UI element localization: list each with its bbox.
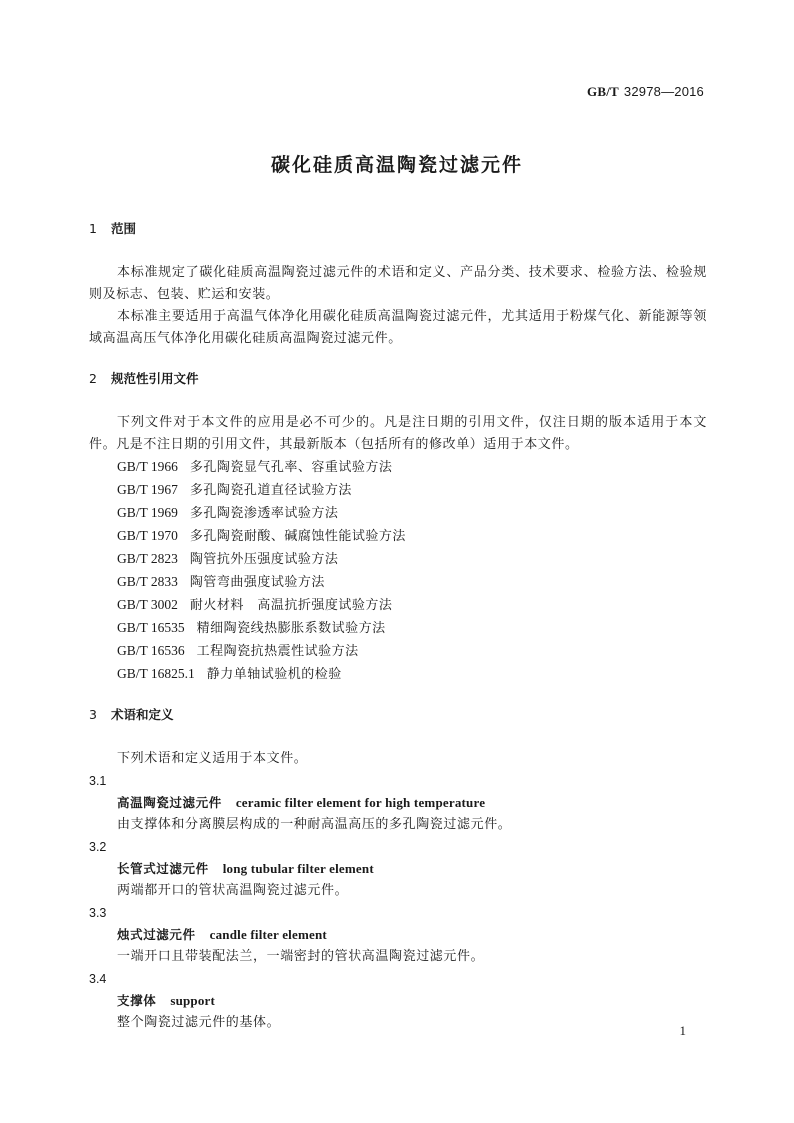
reference-list	[89, 456, 707, 686]
reference-title: 工程陶瓷抗热震性试验方法	[196, 644, 359, 659]
reference-item	[89, 548, 707, 571]
section-heading	[89, 218, 707, 240]
term-entry	[89, 968, 707, 1034]
reference-title: 静力单轴试验机的检验	[206, 667, 342, 682]
term-name	[89, 858, 707, 880]
reference-item	[89, 640, 707, 663]
section-title: 术语和定义	[111, 707, 174, 722]
term-name-en: long tubular filter element	[222, 861, 374, 876]
term-name-en: ceramic filter element for high temperature	[235, 795, 486, 810]
term-number: 3.1	[89, 774, 107, 788]
reference-title: 陶管抗外压强度试验方法	[189, 552, 339, 567]
reference-code: GB/T 16825.1	[117, 666, 195, 681]
reference-item	[89, 617, 707, 640]
reference-code: GB/T 1967	[117, 482, 178, 497]
term-name-zh: 高温陶瓷过滤元件	[117, 795, 222, 810]
term-name	[89, 924, 707, 946]
term-definition: 整个陶瓷过滤元件的基体。	[117, 1015, 281, 1030]
reference-title: 耐火材料 高温抗折强度试验方法	[189, 598, 393, 613]
paragraph: 本标准主要适用于高温气体净化用碳化硅质高温陶瓷过滤元件，尤其适用于粉煤气化、新能源等领域高温高压气体净化用碳化硅质高温陶瓷过滤元件。	[89, 309, 707, 346]
section-title: 范围	[111, 221, 137, 236]
term-name-en: candle filter element	[209, 927, 327, 942]
term-name-zh: 长管式过滤元件	[117, 861, 209, 876]
reference-code: GB/T 16535	[117, 620, 185, 635]
reference-code: GB/T 16536	[117, 643, 185, 658]
reference-item	[89, 663, 707, 686]
section-heading	[89, 368, 707, 390]
section-terms-definitions	[89, 704, 707, 1034]
reference-code: GB/T 1966	[117, 459, 178, 474]
term-entry	[89, 770, 707, 836]
term-definition: 由支撑体和分离膜层构成的一种耐高温高压的多孔陶瓷过滤元件。	[117, 817, 512, 832]
term-name-en: support	[170, 993, 216, 1008]
reference-item	[89, 502, 707, 525]
section-heading	[89, 704, 707, 726]
paragraph: 下列文件对于本文件的应用是必不可少的。凡是注日期的引用文件，仅注日期的版本适用于本文件。凡是不注日期的引用文件，其最新版本（包括所有的修改单）适用于本文件。	[89, 415, 707, 452]
section-number: 1	[89, 221, 97, 236]
standard-number: 32978—2016	[623, 84, 704, 99]
reference-title: 多孔陶瓷显气孔率、容重试验方法	[189, 460, 393, 475]
page-number: 1	[679, 1023, 686, 1038]
reference-item	[89, 571, 707, 594]
reference-item	[89, 594, 707, 617]
term-name-zh: 支撑体	[117, 993, 157, 1008]
standard-code	[587, 84, 704, 100]
term-number: 3.4	[89, 972, 107, 986]
reference-code: GB/T 2833	[117, 574, 178, 589]
term-name-zh: 烛式过滤元件	[117, 927, 196, 942]
reference-title: 多孔陶瓷孔道直径试验方法	[189, 483, 352, 498]
term-number: 3.2	[89, 840, 107, 854]
reference-code: GB/T 1970	[117, 528, 178, 543]
document-title: 碳化硅质高温陶瓷过滤元件	[270, 154, 523, 176]
reference-item	[89, 479, 707, 502]
reference-code: GB/T 2823	[117, 551, 178, 566]
term-definition: 一端开口且带装配法兰，一端密封的管状高温陶瓷过滤元件。	[117, 949, 485, 964]
paragraph: 本标准规定了碳化硅质高温陶瓷过滤元件的术语和定义、产品分类、技术要求、检验方法、检验规则及标志、包装、贮运和安装。	[89, 265, 707, 302]
section-normative-references	[89, 368, 707, 686]
reference-title: 陶管弯曲强度试验方法	[189, 575, 325, 590]
reference-item	[89, 456, 707, 479]
section-title: 规范性引用文件	[111, 371, 199, 386]
reference-title: 精细陶瓷线热膨胀系数试验方法	[196, 621, 386, 636]
term-name	[89, 792, 707, 814]
reference-title: 多孔陶瓷耐酸、碱腐蚀性能试验方法	[189, 529, 406, 544]
reference-code: GB/T 3002	[117, 597, 178, 612]
reference-title: 多孔陶瓷渗透率试验方法	[189, 506, 339, 521]
term-entry	[89, 902, 707, 968]
reference-code: GB/T 1969	[117, 505, 178, 520]
term-number: 3.3	[89, 906, 107, 920]
term-entry	[89, 836, 707, 902]
term-name	[89, 990, 707, 1012]
standard-prefix: GB/T	[587, 84, 619, 99]
reference-item	[89, 525, 707, 548]
term-definition: 两端都开口的管状高温陶瓷过滤元件。	[117, 883, 349, 898]
document-body	[89, 218, 707, 1034]
paragraph: 下列术语和定义适用于本文件。	[117, 751, 308, 766]
section-number: 3	[89, 707, 97, 722]
section-scope	[89, 218, 707, 350]
section-number: 2	[89, 371, 97, 386]
